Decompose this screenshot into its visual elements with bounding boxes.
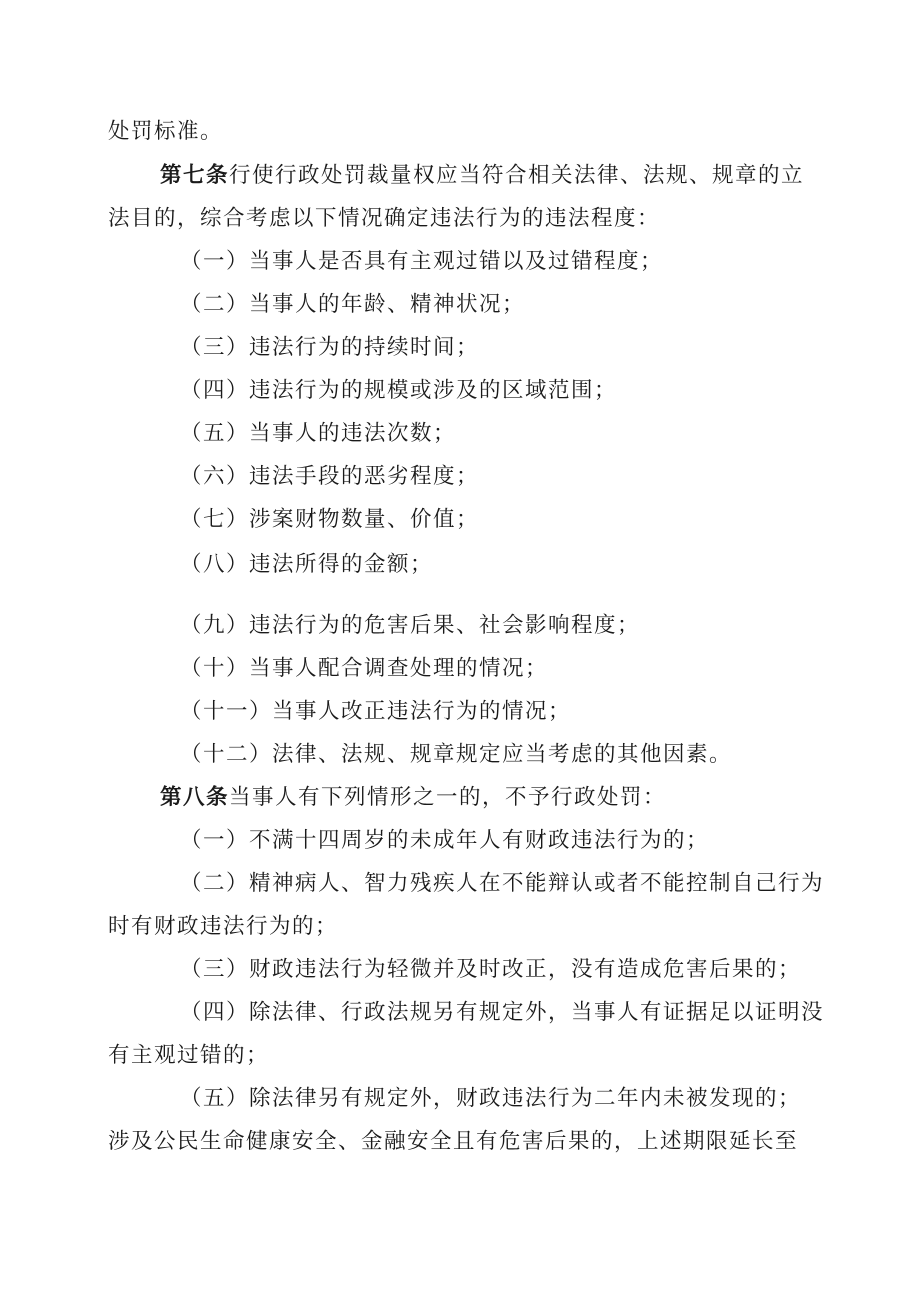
text: （十）当事人配合调查处理的情况； (180, 656, 549, 681)
text: （十一）当事人改正违法行为的情况； (180, 699, 572, 724)
list-item (180, 503, 479, 537)
list-item (180, 652, 548, 686)
paragraph-line (108, 115, 223, 149)
list-item (180, 1082, 801, 1116)
text: （一）不满十四周岁的未成年人有财政违法行为的； (180, 828, 710, 853)
list-item (180, 738, 732, 772)
text: 时有财政违法行为的； (108, 914, 339, 939)
text: （二）当事人的年龄、精神状况； (180, 292, 526, 317)
text: （十二）法律、法规、规章规定应当考虑的其他因素。 (180, 742, 733, 767)
list-item (180, 996, 824, 1030)
article-8-text: 当事人有下列情形之一的，不予行政处罚： (229, 785, 667, 810)
list-item (180, 331, 479, 365)
text: （一）当事人是否具有主观过错以及过错程度； (180, 249, 664, 274)
article-7-line (160, 159, 804, 193)
article-7-text: 行使行政处罚裁量权应当符合相关法律、法规、规章的立 (229, 163, 805, 188)
paragraph-line (108, 1125, 798, 1159)
article-7-heading: 第七条 (160, 163, 230, 188)
text: 法目的，综合考虑以下情况确定违法行为的违法程度： (108, 206, 661, 231)
list-item (180, 609, 640, 643)
text: 涉及公民生命健康安全、金融安全且有危害后果的，上述期限延长至 (108, 1129, 799, 1154)
text: （九）违法行为的危害后果、社会影响程度； (180, 613, 641, 638)
list-item (180, 953, 801, 987)
list-item (180, 417, 456, 451)
text: （五）除法律另有规定外，财政违法行为二年内未被发现的； (180, 1086, 802, 1111)
list-item (180, 548, 433, 582)
list-item (180, 695, 571, 729)
text: （三）违法行为的持续时间； (180, 335, 480, 360)
text: （五）当事人的违法次数； (180, 421, 457, 446)
text: 处罚标准。 (108, 119, 224, 144)
list-item (180, 288, 525, 322)
paragraph-line (108, 1039, 269, 1073)
list-item (180, 460, 479, 494)
text: （六）违法手段的恶劣程度； (180, 464, 480, 489)
text: （三）财政违法行为轻微并及时改正，没有造成危害后果的； (180, 957, 802, 982)
article-8-heading: 第八条 (160, 785, 230, 810)
list-item (180, 374, 617, 408)
paragraph-line (108, 910, 338, 944)
text: （四）除法律、行政法规另有规定外，当事人有证据足以证明没 (180, 1000, 825, 1025)
text: （二）精神病人、智力残疾人在不能辩认或者不能控制自己行为 (180, 871, 825, 896)
article-8-line (160, 781, 666, 815)
text: （七）涉案财物数量、价值； (180, 507, 480, 532)
list-item (180, 245, 663, 279)
text: 有主观过错的； (108, 1043, 270, 1068)
paragraph-line (108, 202, 660, 236)
list-item (180, 867, 824, 901)
text: （八）违法所得的金额； (180, 552, 434, 577)
list-item (180, 824, 709, 858)
text: （四）违法行为的规模或涉及的区域范围； (180, 378, 618, 403)
